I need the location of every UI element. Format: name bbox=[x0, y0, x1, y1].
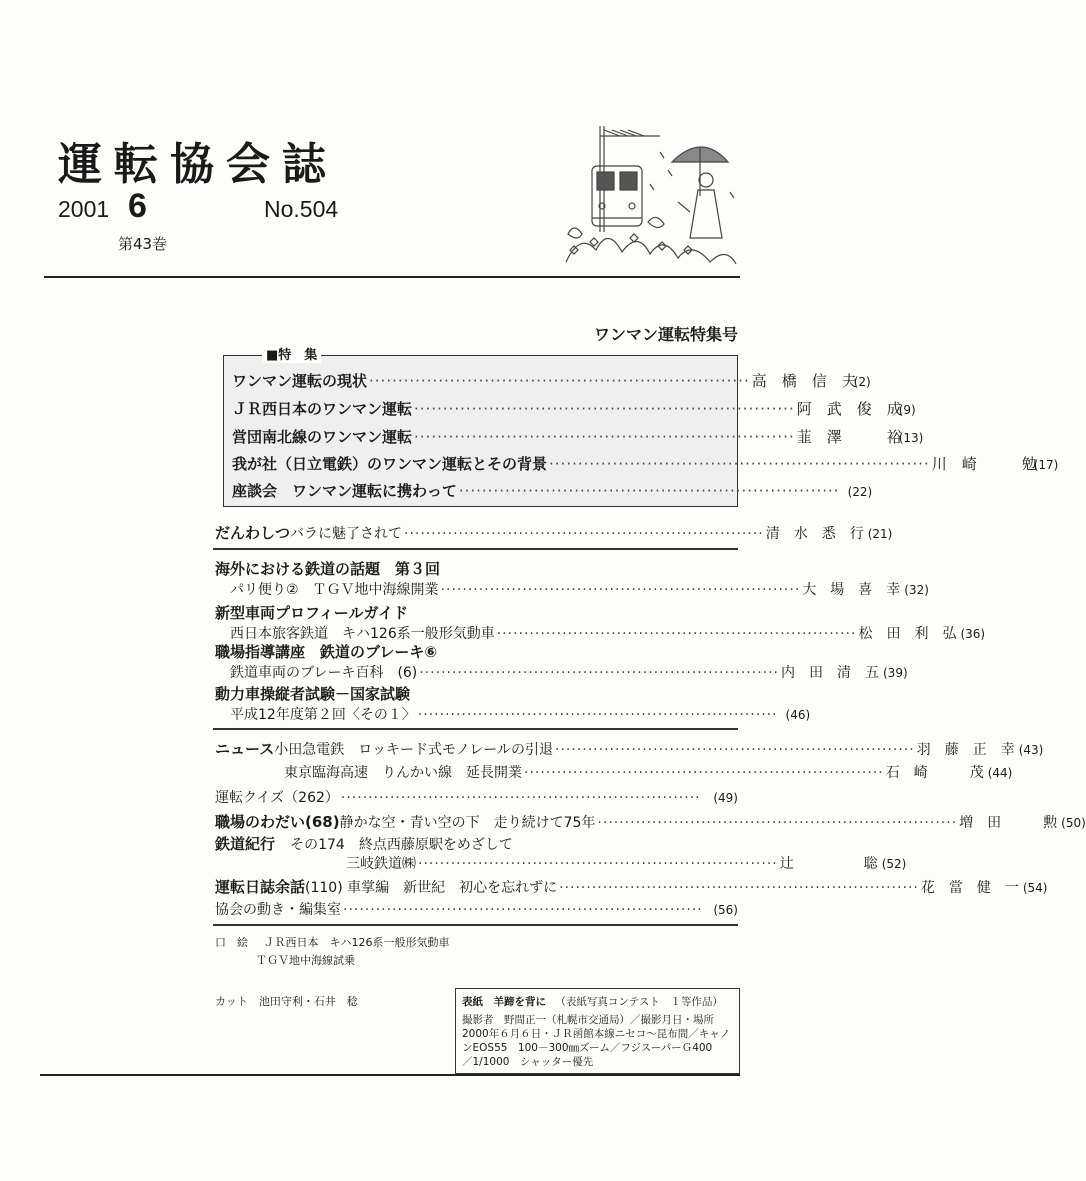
entry-author: 川 崎 勉 bbox=[931, 455, 1037, 473]
entry-page: (52) bbox=[881, 857, 907, 871]
entry-page: (32) bbox=[904, 583, 929, 597]
leader-dots: ·································································· bbox=[419, 665, 779, 681]
toc-entry[interactable] bbox=[215, 738, 1044, 759]
frontispiece-item: ＪＲ西日本 キハ126系一般形気動車 bbox=[263, 936, 450, 949]
entry-author: 阿 武 俊 成 bbox=[796, 400, 902, 418]
cover-credit-line: 2000年６月６日・ＪＲ函館本線ニセコ～昆布間／キャノ bbox=[462, 1028, 731, 1040]
entry-page: (49) bbox=[713, 791, 738, 805]
section-divider bbox=[213, 924, 738, 926]
entry-author: 石 崎 茂 bbox=[885, 765, 984, 781]
frontispiece-item: ＴＧＶ地中海線試乗 bbox=[256, 954, 355, 967]
entry-title: (110) 車掌編 新世紀 初心を忘れずに bbox=[305, 880, 558, 896]
entry-author: 高 橋 信 夫 bbox=[751, 372, 857, 390]
toc-entry[interactable] bbox=[284, 762, 1013, 782]
entry-title: ＪＲ西日本のワンマン運転 bbox=[232, 400, 413, 418]
entry-author: 増 田 勲 bbox=[959, 815, 1058, 831]
cover-note: （表紙写真コンテスト １等作品） bbox=[555, 996, 723, 1008]
entry-title: 鉄道車両のブレーキ百科 (6) bbox=[230, 665, 418, 681]
leader-dots: ·································································· bbox=[369, 372, 750, 390]
entry-title: 協会の動き・編集室 bbox=[215, 902, 341, 918]
cover-illustration bbox=[560, 122, 740, 270]
entry-page: (44) bbox=[987, 766, 1013, 780]
entry-author: 清 水 悉 行 bbox=[765, 526, 864, 542]
leader-dots: ·································································· bbox=[343, 902, 703, 918]
entry-subtitle: 三岐鉄道㈱ bbox=[346, 856, 416, 872]
entry-page: (13) bbox=[898, 431, 924, 445]
entry-author: 松 田 利 弘 bbox=[858, 626, 957, 642]
entry-author: 内 田 清 五 bbox=[781, 665, 879, 681]
magazine-title: 運転協会誌 bbox=[58, 139, 338, 190]
entry-page: (36) bbox=[960, 627, 986, 641]
entry-page: (21) bbox=[867, 527, 893, 541]
cut-credit: カット 池田守利・石井 稔 bbox=[215, 995, 358, 1008]
entry-title: 西日本旅客鉄道 キハ126系一般形気動車 bbox=[230, 626, 495, 642]
entry-page: (46) bbox=[785, 708, 811, 722]
entry-title: 小田急電鉄 ロッキード式モノレールの引退 bbox=[274, 742, 554, 758]
entry-page: (9) bbox=[898, 403, 916, 417]
leader-dots: ·································································· bbox=[404, 526, 764, 542]
entry-title: 平成12年度第２回〈その１〉 bbox=[230, 707, 416, 723]
leader-dots: ·································································· bbox=[524, 765, 884, 781]
frontispiece-label: 口 絵 bbox=[215, 936, 248, 949]
volume-number: 第43巻 bbox=[118, 235, 168, 253]
travel-heading bbox=[215, 833, 513, 854]
leader-dots: ·································································· bbox=[458, 482, 840, 500]
toc-entry[interactable] bbox=[232, 480, 873, 501]
leader-dots: ·································································· bbox=[414, 400, 795, 418]
entry-title: 東京臨海高速 りんかい線 延長開業 bbox=[284, 765, 522, 781]
entry-page: (50) bbox=[1061, 816, 1086, 830]
entry-page: (56) bbox=[713, 903, 738, 917]
cover-credit-line: ンEOS55 100－300㎜ズーム／フジスーパーＧ400 bbox=[462, 1042, 713, 1054]
leader-dots: ·································································· bbox=[555, 742, 915, 758]
column-label: だんわしつ bbox=[215, 524, 291, 542]
leader-dots: ·································································· bbox=[418, 856, 778, 872]
entry-page: (54) bbox=[1022, 881, 1048, 895]
issue-month: 6 bbox=[128, 187, 147, 225]
entry-title: ワンマン運転の現状 bbox=[232, 372, 368, 390]
leader-dots: ·································································· bbox=[417, 707, 778, 723]
entry-page: (22) bbox=[847, 485, 873, 499]
series-heading: 動力車操縦者試験－国家試験 bbox=[215, 685, 411, 703]
toc-entry[interactable] bbox=[232, 426, 924, 447]
leader-dots: ·································································· bbox=[440, 582, 801, 598]
entry-title: バラに魅了されて bbox=[290, 526, 403, 542]
entry-author: 花 當 健 一 bbox=[920, 880, 1019, 896]
leader-dots: ·································································· bbox=[559, 880, 919, 896]
leader-dots: ·································································· bbox=[414, 428, 795, 446]
entry-title: 座談会 ワンマン運転に携わって bbox=[232, 482, 457, 500]
entry-page: (43) bbox=[1018, 743, 1044, 757]
leader-dots: ·································································· bbox=[496, 626, 857, 642]
entry-page: (2) bbox=[853, 375, 871, 389]
toc-entry[interactable] bbox=[232, 453, 1059, 474]
toc-entry[interactable] bbox=[215, 899, 738, 919]
toc-entry[interactable] bbox=[215, 876, 1048, 897]
toc-entry[interactable] bbox=[215, 522, 893, 543]
entry-author: 韮 澤 裕 bbox=[796, 428, 902, 446]
issue-year: 2001 bbox=[58, 196, 110, 222]
column-label: ニュース bbox=[215, 740, 275, 758]
issue-number: No.504 bbox=[264, 196, 339, 222]
toc-entry[interactable] bbox=[346, 853, 907, 873]
leader-dots: ·································································· bbox=[340, 790, 701, 806]
toc-entry[interactable] bbox=[232, 370, 871, 391]
cover-title-line bbox=[462, 994, 723, 1009]
toc-entry[interactable] bbox=[230, 704, 811, 724]
series-heading: 新型車両プロフィールガイド bbox=[215, 604, 409, 622]
entry-author: 大 場 喜 幸 bbox=[802, 582, 901, 598]
header-rule bbox=[44, 276, 740, 278]
cover-title: 表紙 羊蹄を背に bbox=[462, 996, 546, 1008]
column-label: 運転日誌余話 bbox=[215, 878, 306, 896]
entry-title: 運転クイズ（262） bbox=[215, 790, 339, 806]
entry-author: 辻 聡 bbox=[779, 856, 878, 872]
column-label: 職場のわだい(68) bbox=[215, 813, 340, 831]
toc-entry[interactable] bbox=[215, 787, 738, 807]
entry-page: (17) bbox=[1033, 458, 1059, 472]
column-label: 鉄道紀行 bbox=[215, 835, 276, 853]
toc-entry[interactable] bbox=[232, 398, 916, 419]
series-heading: 職場指導講座 鉄道のブレーキ⑥ bbox=[215, 643, 438, 661]
entry-title: その174 終点西藤原駅をめざして bbox=[290, 837, 513, 853]
entry-title: パリ便り② ＴＧＶ地中海線開業 bbox=[230, 582, 439, 598]
entry-page: (39) bbox=[883, 666, 908, 680]
entry-title: 営団南北線のワンマン運転 bbox=[232, 428, 413, 446]
toc-entry[interactable] bbox=[230, 623, 986, 643]
leader-dots: ·································································· bbox=[549, 455, 930, 473]
cover-credit-line: 撮影者 野間正一（札幌市交通局）／撮影月日・場所 bbox=[462, 1014, 714, 1026]
section-divider bbox=[213, 548, 738, 550]
entry-title: 我が社（日立電鉄）のワンマン運転とその背景 bbox=[232, 455, 548, 473]
entry-title: 静かな空・青い空の下 走り続けて75年 bbox=[339, 815, 596, 831]
section-divider bbox=[213, 728, 738, 730]
cover-credit-line: ／1/1000 シャッター優先 bbox=[462, 1056, 594, 1068]
toc-entry[interactable] bbox=[215, 811, 1086, 832]
series-heading: 海外における鉄道の話題 第３回 bbox=[215, 560, 441, 578]
toc-entry[interactable] bbox=[230, 662, 908, 682]
frontispiece-line bbox=[215, 934, 450, 950]
feature-tag: ■特 集 bbox=[262, 344, 321, 363]
entry-author: 羽 藤 正 幸 bbox=[916, 742, 1015, 758]
leader-dots: ·································································· bbox=[597, 815, 958, 831]
special-issue-title: ワンマン運転特集号 bbox=[593, 325, 738, 344]
toc-entry[interactable] bbox=[230, 579, 929, 599]
footer-rule bbox=[40, 1074, 740, 1076]
